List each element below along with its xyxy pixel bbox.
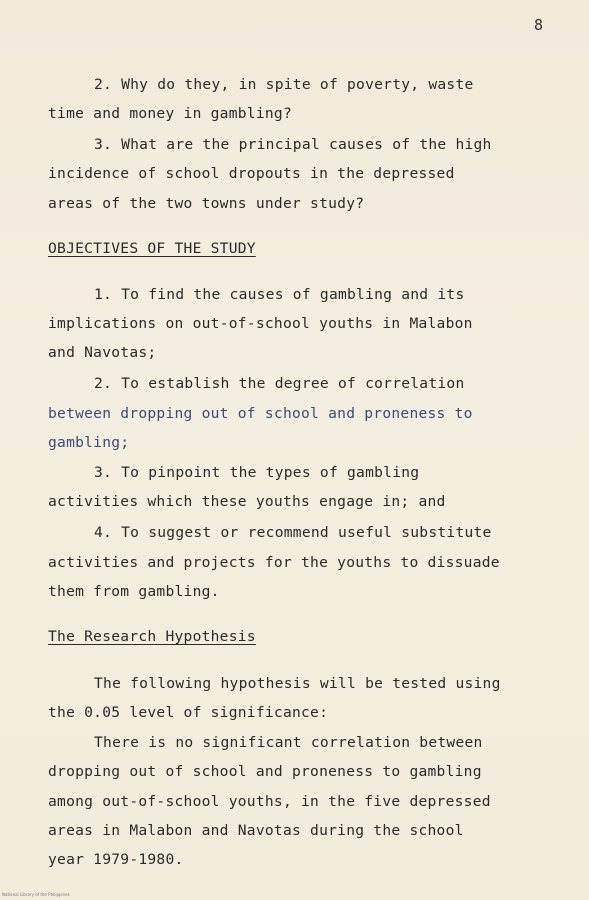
hypothesis-heading: The Research Hypothesis	[48, 628, 256, 645]
objective-1-line-1: 1. To find the causes of gambling and its	[94, 286, 465, 303]
hypothesis-intro-line-1: The following hypothesis will be tested using	[94, 675, 501, 692]
objective-1-line-3: and Navotas;	[48, 344, 157, 361]
objective-2-line-3: gambling;	[48, 434, 130, 451]
objective-2-line-2: between dropping out of school and proneness to	[48, 405, 473, 422]
objective-3-line-1: 3. To pinpoint the types of gambling	[94, 464, 420, 481]
question-2-line-2: time and money in gambling?	[48, 105, 292, 122]
scan-footer: National Library of the Philippines	[2, 892, 70, 897]
hypothesis-line-3: among out-of-school youths, in the five depressed	[48, 793, 491, 810]
objective-1-line-2: implications on out-of-school youths in Malabon	[48, 315, 473, 332]
objective-4-line-2: activities and projects for the youths to dissuade	[48, 554, 500, 571]
page-number: 8	[534, 16, 544, 34]
question-3-line-3: areas of the two towns under study?	[48, 195, 365, 212]
objective-4-line-1: 4. To suggest or recommend useful substitute	[94, 524, 492, 541]
hypothesis-line-1: There is no significant correlation between	[94, 734, 483, 751]
question-3-line-1: 3. What are the principal causes of the high	[94, 136, 492, 153]
objective-4-line-3: them from gambling.	[48, 583, 220, 600]
objectives-heading: OBJECTIVES OF THE STUDY	[48, 240, 256, 257]
objective-2-line-1: 2. To establish the degree of correlation	[94, 375, 465, 392]
hypothesis-line-4: areas in Malabon and Navotas during the school	[48, 822, 464, 839]
hypothesis-line-5: year 1979-1980.	[48, 851, 184, 868]
question-3-line-2: incidence of school dropouts in the depressed	[48, 165, 455, 182]
hypothesis-intro-line-2: the 0.05 level of significance:	[48, 704, 329, 721]
question-2-line-1: 2. Why do they, in spite of poverty, waste	[94, 76, 474, 93]
hypothesis-line-2: dropping out of school and proneness to gambling	[48, 763, 482, 780]
objective-3-line-2: activities which these youths engage in; and	[48, 493, 446, 510]
